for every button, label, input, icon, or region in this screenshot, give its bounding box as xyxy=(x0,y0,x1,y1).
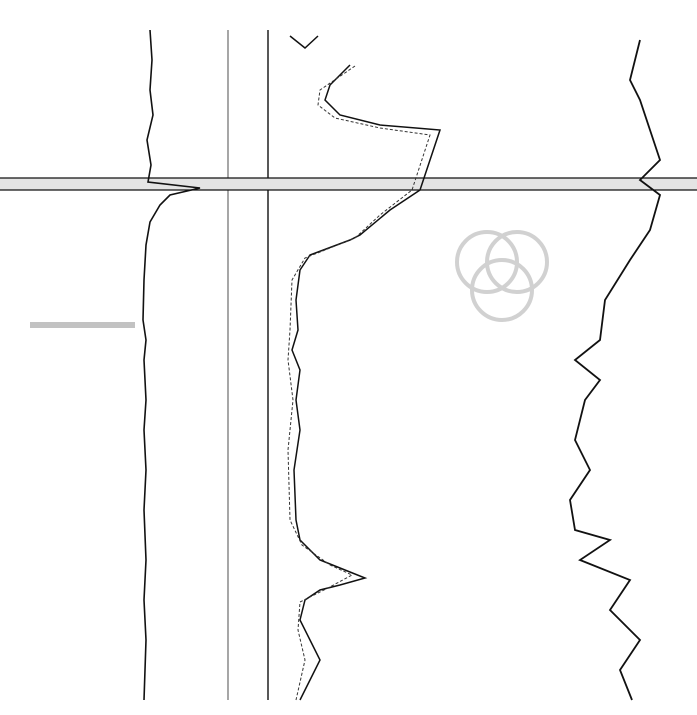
right-track-curve-2 xyxy=(288,66,430,700)
mdeq-watermark-logo xyxy=(457,232,547,320)
smudge-mark xyxy=(30,322,135,328)
right-track-curve-3 xyxy=(570,40,660,700)
casing-band xyxy=(0,178,697,190)
right-track-curve-1 xyxy=(290,36,440,700)
left-track-curve xyxy=(143,30,200,700)
